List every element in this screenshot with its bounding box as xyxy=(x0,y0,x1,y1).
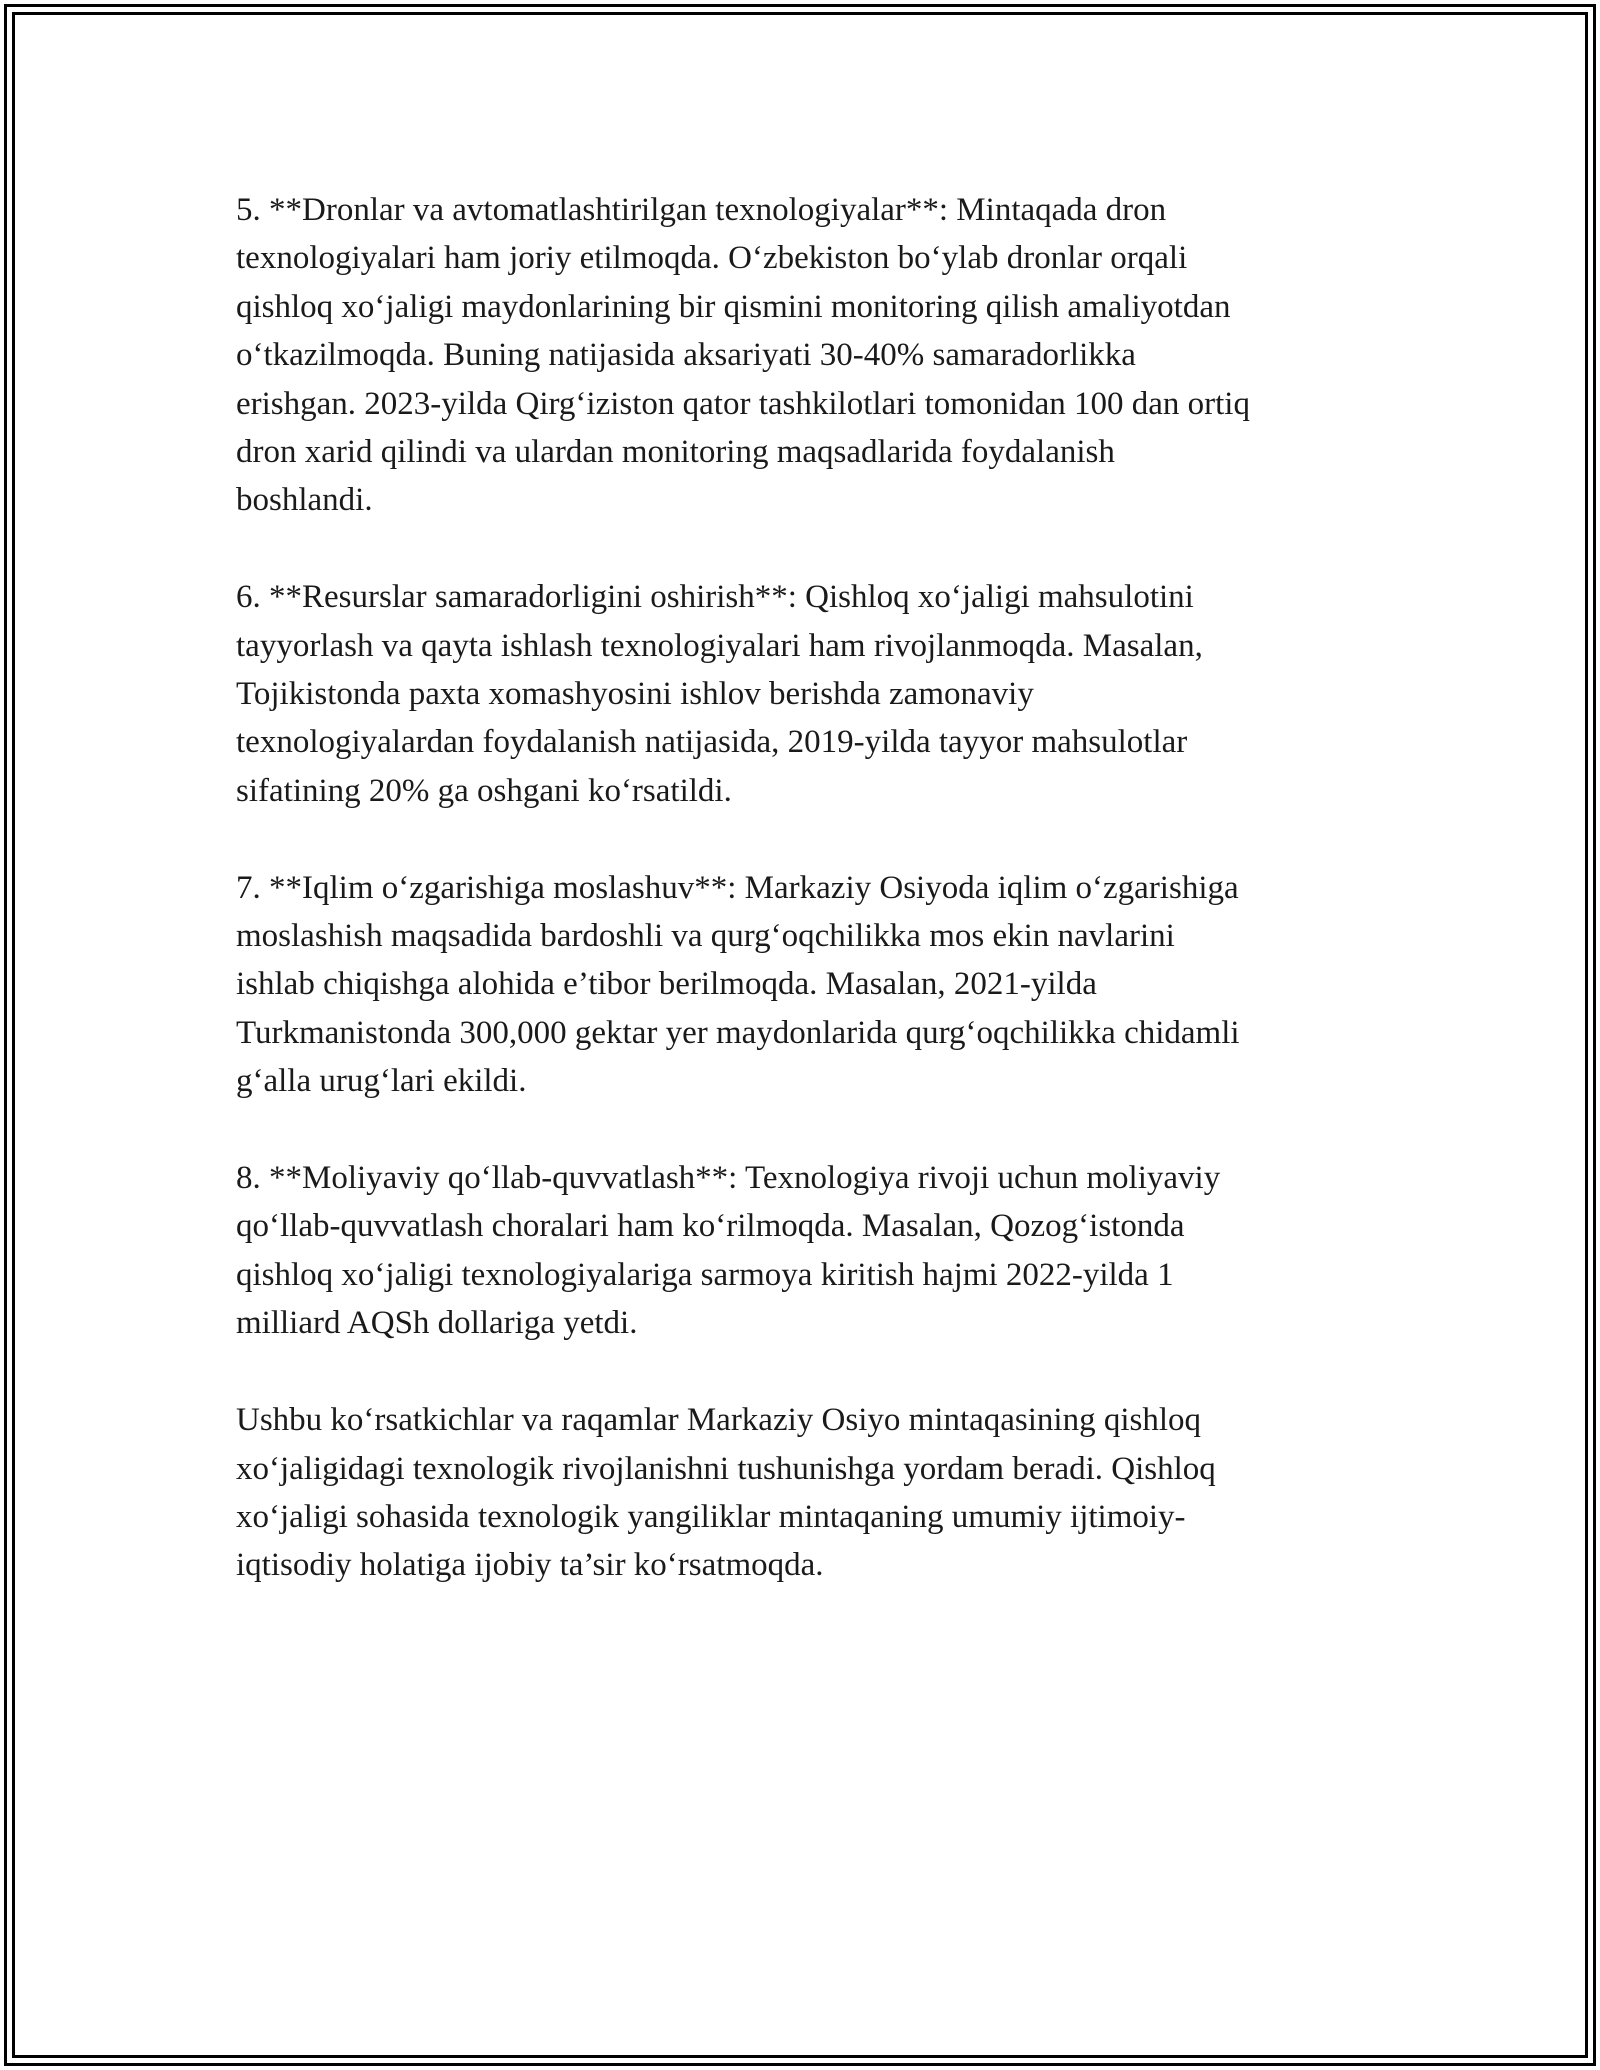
document-body xyxy=(236,186,1376,1638)
paragraph-drones: 5. **Dronlar va avtomatlashtirilgan texnologiyalar**: Mintaqada dron texnologiyalari ham joriy etilmoqda. O‘zbekiston bo‘ylab dronlar orqali qishloq xo‘jaligi maydonlarining bir qismini monitoring qilish amaliyotdan o‘tkazilmoqda. Buning natijasida aksariyati 30-40% samaradorlikka erishgan. 2023-yilda Qirg‘iziston qator tashkilotlari tomonidan 100 dan ortiq dron xarid qilindi va ulardan monitoring maqsadlarida foydalanish boshlandi. xyxy=(236,192,1250,519)
paragraph-resource-efficiency: 6. **Resurslar samaradorligini oshirish**: Qishloq xo‘jaligi mahsulotini tayyorlash va qayta ishlash texnologiyalari ham rivojlanmoqda. Masalan, Tojikistonda paxta xomashyosini ishlov berishda zamonaviy texnologiyalardan foydalanish natijasida, 2019-yilda tayyor mahsulotlar sifatining 20% ga oshgani ko‘rsatildi. xyxy=(236,579,1203,809)
paragraph-financial-support: 8. **Moliyaviy qo‘llab-quvvatlash**: Texnologiya rivoji uchun moliyaviy qo‘llab-quvvatlash choralari ham ko‘rilmoqda. Masalan, Qozog‘istonda qishloq xo‘jaligi texnologiyalariga sarmoya kiritish hajmi 2022-yilda 1 milliard AQSh dollariga yetdi. xyxy=(236,1160,1221,1342)
paragraph-climate-adaptation: 7. **Iqlim o‘zgarishiga moslashuv**: Markaziy Osiyoda iqlim o‘zgarishiga moslashish maqsadida bardoshli va qurg‘oqchilikka mos ekin navlarini ishlab chiqishga alohida e’tibor berilmoqda. Masalan, 2021-yilda Turkmanistonda 300,000 gektar yer maydonlarida qurg‘oqchilikka chidamli g‘alla urug‘lari ekildi. xyxy=(236,869,1240,1100)
paragraph-conclusion: Ushbu ko‘rsatkichlar va raqamlar Markaziy Osiyo mintaqasining qishloq xo‘jaligidagi texnologik rivojlanishni tushunishga yordam beradi. Qishloq xo‘jaligi sohasida texnologik yangiliklar mintaqaning umumiy ijtimoiy- iqtisodiy holatiga ijobiy ta’sir ko‘rsatmoqda. xyxy=(236,1402,1216,1584)
